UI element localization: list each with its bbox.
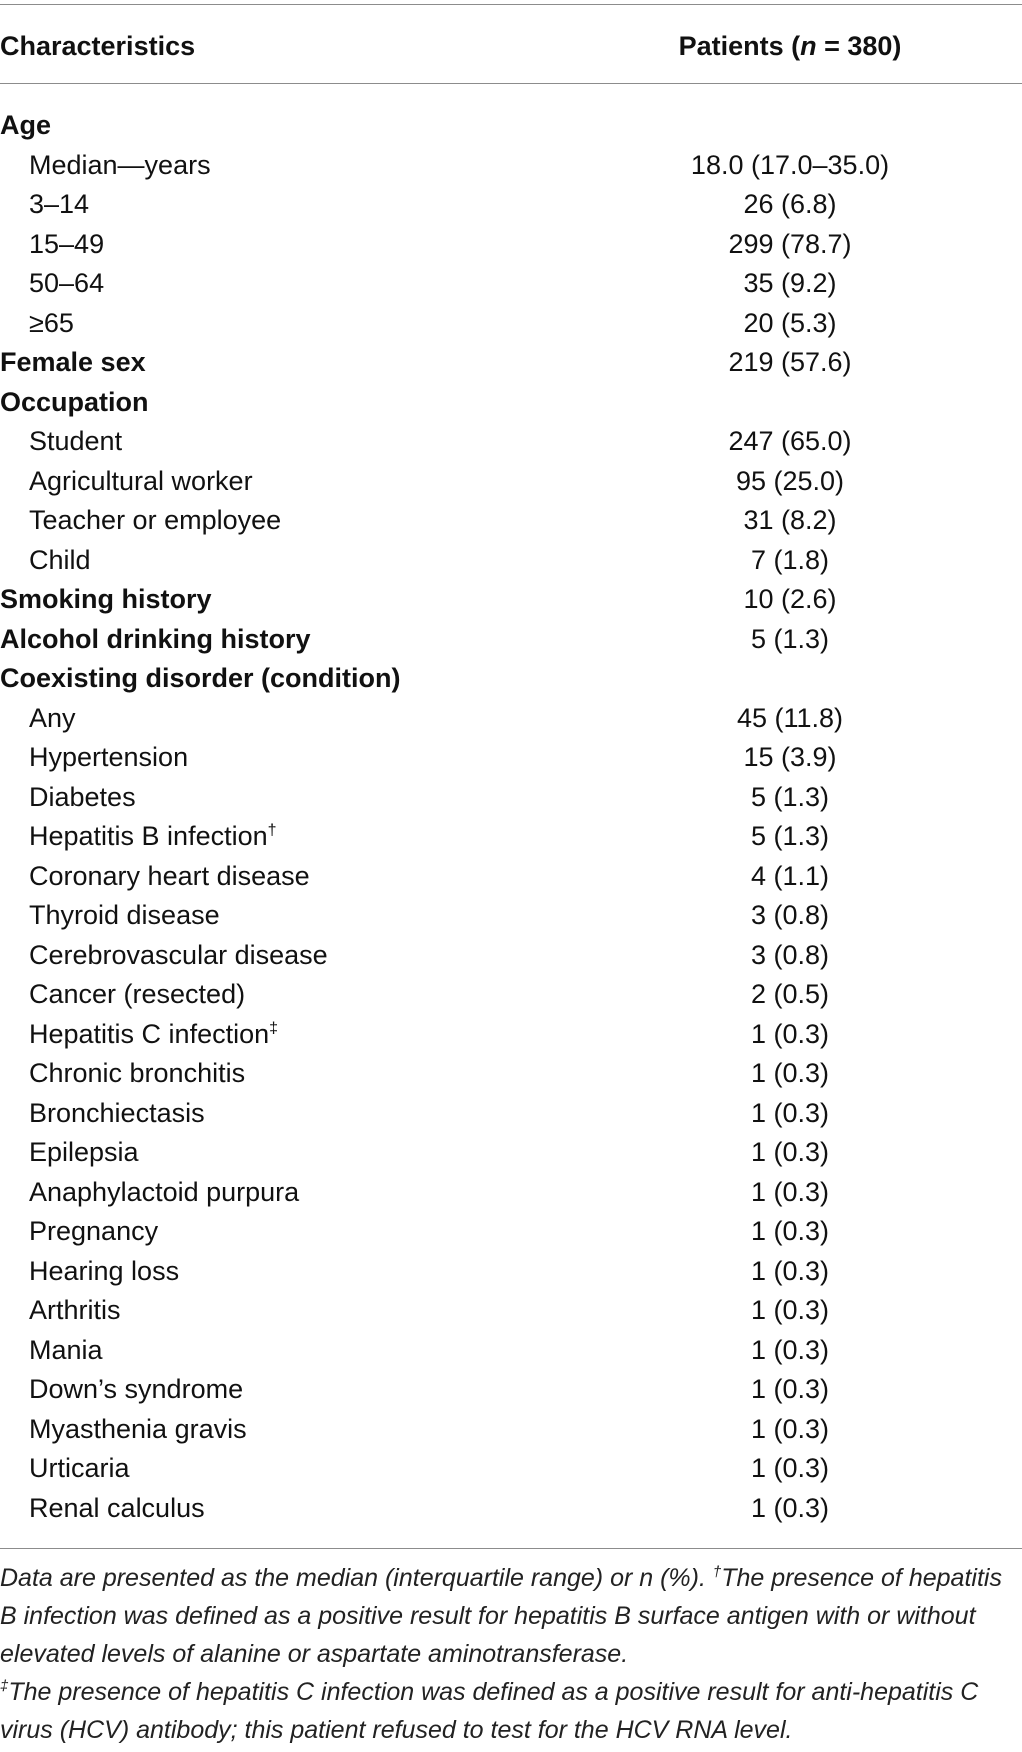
row-value: 1 (0.3) [750,1453,830,1483]
row-value: 1 (0.3) [750,1018,830,1049]
row-label-text: Any [29,702,76,733]
row-label [29,422,122,462]
row-label-text: Cancer (resected) [29,979,246,1009]
row-value: 31 (8.2) [743,505,837,535]
table-row [0,699,1022,739]
table-row [0,225,1022,265]
table-row [0,422,1022,462]
row-label [29,1489,205,1529]
table-row [0,817,1022,857]
row-label-text: Smoking history [0,584,212,614]
table-row [0,1015,1022,1055]
table-row [0,1449,1022,1489]
table-header [0,0,1022,83]
table-footnote [0,1559,1015,1749]
row-label [29,1370,243,1410]
row-label [0,106,51,146]
table-row [0,304,1022,344]
row-value: 95 (25.0) [735,465,845,496]
row-value: 1 (0.3) [750,1176,830,1207]
row-label-text: Arthritis [29,1295,121,1325]
table-row [0,936,1022,976]
table-row [0,106,1022,146]
table-row [0,501,1022,541]
row-value: 1 (0.3) [750,1097,830,1128]
footnote-1-mark: † [712,1563,722,1581]
row-label [29,1173,299,1213]
row-label-text: Diabetes [29,781,136,812]
table-row [0,1370,1022,1410]
row-label-text: Thyroid disease [29,900,220,930]
bottom-rule [0,1548,1022,1549]
row-value: 3 (0.8) [750,939,830,970]
table-row [0,343,1022,383]
row-value: 1 (0.3) [750,1295,830,1325]
header-patients [600,28,980,64]
footnote-1 [0,1559,1015,1673]
footnote-2-mark: ‡ [0,1677,9,1695]
table-row [0,896,1022,936]
table-row [0,462,1022,502]
row-value: 45 (11.8) [736,702,844,733]
row-label [29,462,253,502]
row-label-text: Urticaria [29,1453,130,1483]
row-label-text: Renal calculus [29,1492,205,1523]
table-row [0,1252,1022,1292]
row-label [0,343,146,383]
row-label [29,264,104,304]
row-value: 219 (57.6) [728,347,852,377]
table-row [0,620,1022,660]
row-value: 3 (0.8) [750,900,830,930]
row-label [0,620,311,660]
row-value: 1 (0.3) [750,1137,830,1167]
row-label [29,541,91,581]
row-label-text: Bronchiectasis [29,1097,205,1128]
row-label-text: Teacher or employee [29,505,282,535]
header-patients-prefix: Patients ( [678,31,801,61]
table-row [0,146,1022,186]
row-value: 26 (6.8) [743,189,837,219]
row-label [29,857,310,897]
table-row [0,264,1022,304]
row-label-text: Epilepsia [29,1137,139,1167]
row-label [29,936,328,976]
row-label-text: Down’s syndrome [29,1374,244,1404]
table-row [0,580,1022,620]
row-value: 4 (1.1) [750,860,830,891]
table-row [0,659,1022,699]
row-label [29,1133,139,1173]
row-value: 5 (1.3) [750,623,830,654]
table-row [0,1133,1022,1173]
row-label [0,659,401,699]
row-label [29,1054,245,1094]
table-row [0,778,1022,818]
row-label-text: 15–49 [29,228,105,259]
row-value: 247 (65.0) [728,426,852,456]
row-label-text: Agricultural worker [29,465,253,496]
row-label [29,896,220,936]
row-label-text: Age [0,110,52,140]
row-value: 15 (3.9) [743,742,837,772]
row-value: 10 (2.6) [743,584,837,614]
row-value: 1 (0.3) [750,1413,830,1444]
header-patients-suffix: = 380) [816,31,902,61]
table-row [0,1094,1022,1134]
row-label-text: Mania [29,1334,103,1365]
row-label [29,817,277,857]
row-value: 299 (78.7) [728,228,852,259]
table-row [0,738,1022,778]
row-value: 5 (1.3) [750,781,830,812]
row-label-text: Hearing loss [29,1255,180,1286]
row-label-text: Coexisting disorder (condition) [0,663,401,693]
table-row [0,1054,1022,1094]
row-footnote-mark: ‡ [269,1019,279,1037]
table-row [0,1173,1022,1213]
row-label-text: Occupation [0,386,149,417]
footnote-1-rest: The presence of hepatitis B infection was defined as a positive result for hepatitis B surface antigen with or without elevated levels of alanine or aspartate aminotransferase. [0,1564,1002,1668]
row-label-text: Cerebrovascular disease [29,939,328,970]
row-label [29,1252,179,1292]
row-label [29,975,245,1015]
row-value: 35 (9.2) [743,268,837,298]
row-label [29,185,89,225]
row-label [29,1015,278,1055]
table-row [0,541,1022,581]
row-footnote-mark: † [267,822,277,839]
header-rule [0,83,1022,84]
row-label [29,699,76,739]
table-row [0,1331,1022,1371]
table-row [0,383,1022,423]
row-label-text: Hypertension [29,742,189,772]
row-label-text: Student [29,426,123,456]
table-row [0,1489,1022,1529]
row-label [29,1449,130,1489]
row-value: 1 (0.3) [750,1216,830,1246]
row-label-text: Pregnancy [29,1216,159,1246]
row-value: 7 (1.8) [750,544,830,575]
row-label [0,580,212,620]
row-label-text: 50–64 [29,268,105,298]
table-row [0,1410,1022,1450]
row-label-text: Hepatitis C infection [29,1018,270,1049]
table-row [0,1212,1022,1252]
table-row [0,185,1022,225]
row-value: 1 (0.3) [750,1255,830,1286]
row-label [29,304,74,344]
row-value: 1 (0.3) [750,1334,830,1365]
row-label [29,501,281,541]
table-row [0,1291,1022,1331]
row-label-text: Myasthenia gravis [29,1413,247,1444]
row-value: 18.0 (17.0–35.0) [690,149,890,180]
row-label [29,1291,121,1331]
row-label-text: Alcohol drinking history [0,623,311,654]
row-label-text: Anaphylactoid purpura [29,1176,300,1207]
row-value: 20 (5.3) [743,307,837,338]
row-label [29,738,188,778]
table-row [0,975,1022,1015]
footnote-1-text: Data are presented as the median (interquartile range) or n (%). [0,1564,713,1592]
row-label [29,1410,247,1450]
table-row [0,857,1022,897]
row-value: 1 (0.3) [750,1058,830,1088]
row-label-text: Median—years [29,149,211,180]
row-label [29,1094,205,1134]
row-label-text: 3–14 [29,189,90,219]
row-value: 5 (1.3) [750,821,830,851]
header-patients-n: n [800,31,817,61]
row-label [29,778,136,818]
row-label [29,1331,103,1371]
row-label-text: Female sex [0,347,146,377]
row-label-text: Hepatitis B infection [29,821,268,851]
table-body [0,106,1022,1528]
header-characteristics: Characteristics [0,31,196,61]
row-label-text: Child [29,544,91,575]
row-label [29,225,104,265]
row-label-text: ≥65 [29,307,74,338]
row-value: 1 (0.3) [750,1492,830,1523]
row-label [29,1212,158,1252]
row-label-text: Chronic bronchitis [29,1058,246,1088]
footnote-2-text: The presence of hepatitis C infection was defined as a positive result for anti-hepatitis C virus (HCV) antibody; this patient refused to test for the HCV RNA level. [0,1678,979,1744]
footnote-2 [0,1673,1015,1749]
row-value: 1 (0.3) [750,1374,830,1404]
row-label [29,146,211,186]
row-value: 2 (0.5) [750,979,830,1009]
row-label [0,383,149,423]
row-label-text: Coronary heart disease [29,860,310,891]
